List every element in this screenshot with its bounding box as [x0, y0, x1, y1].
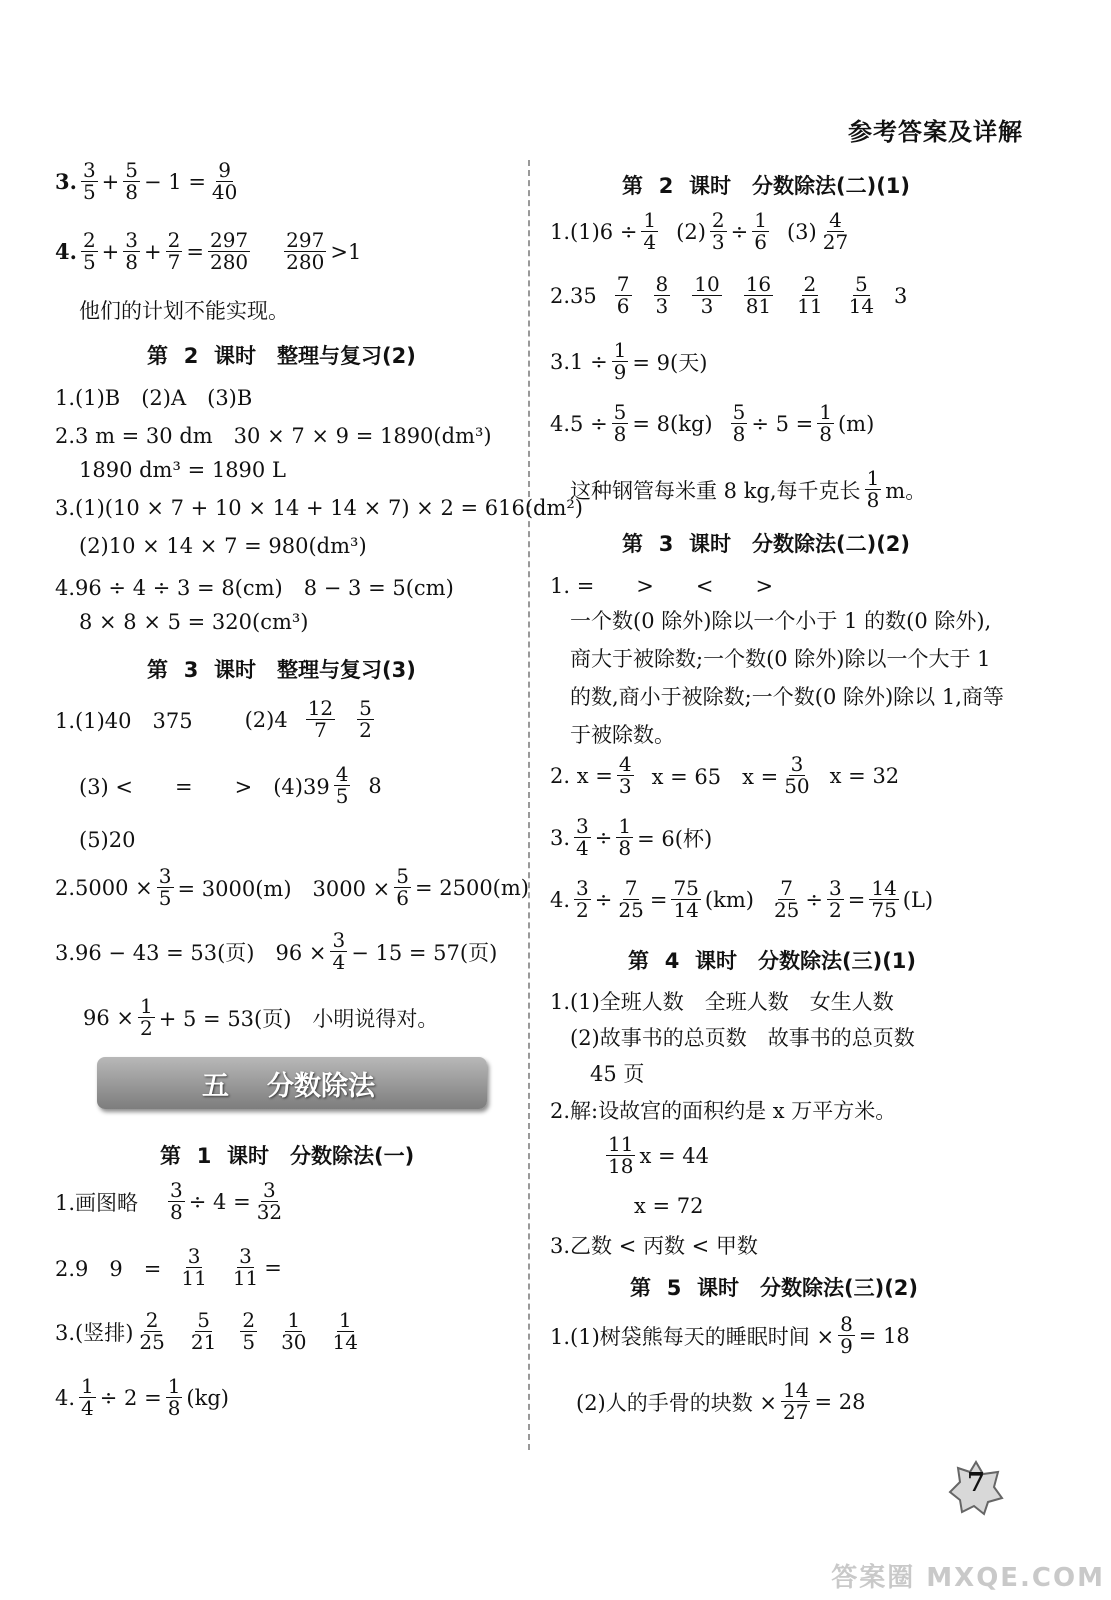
- fraction: 297 280: [286, 228, 325, 274]
- fraction: $\frac{8}{9}$: [840, 1312, 853, 1358]
- fraction: $\frac{2}{7}$: [167, 228, 181, 274]
- answer-line: 3.1 ÷ $\frac{1}{9}$ = 9(天): [550, 338, 708, 384]
- fraction: $\frac{14}{27}$: [783, 1378, 809, 1424]
- operator: >1: [330, 239, 362, 264]
- fraction: $\frac{5}{8}$: [613, 400, 627, 446]
- answer-line: (2)人的手骨的块数 × $\frac{14}{27}$ = 28: [576, 1378, 866, 1424]
- answer-line: x = 72: [634, 1194, 704, 1218]
- answer-line: 3.96 − 43 = 53(页) 96 × $\frac{3}{4}$ − 15 = 57(页): [55, 928, 498, 974]
- section-title: 第 2 课时 分数除法(二)(1): [622, 174, 911, 198]
- fraction: $\frac{3}{4}$: [576, 814, 589, 860]
- fraction: 3 5: [82, 158, 96, 204]
- operator: +: [101, 239, 120, 264]
- fraction: 2 11: [797, 272, 823, 318]
- fraction: 12 7: [307, 696, 334, 742]
- section-title: 第 1 课时 分数除法(一): [160, 1144, 415, 1168]
- fraction: 2 25: [139, 1308, 165, 1354]
- fraction: 2 5: [242, 1308, 256, 1354]
- fraction: $\frac{1}{6}$: [754, 208, 767, 254]
- answer-line: 3.(1)(10 × 7 + 10 × 14 + 14 × 7) × 2 = 616(dm²): [55, 496, 584, 520]
- fraction: 2 5: [82, 228, 96, 274]
- conclusion-text: 他们的计划不能实现。: [79, 299, 289, 323]
- answer-line: 2.解:设故宫的面积约是 x 万平方米。: [550, 1099, 897, 1123]
- fraction: $\frac{3}{11}$: [232, 1244, 259, 1290]
- fraction: 1 14: [332, 1308, 358, 1354]
- fraction: $\frac{3}{2}$: [576, 876, 589, 922]
- watermark: 答案圈 MXQE.COM: [831, 1563, 1105, 1593]
- answer-line: 8 × 8 × 5 = 320(cm³): [79, 610, 309, 634]
- fraction: 10 3: [694, 272, 720, 318]
- fraction: $\frac{5}{8}$: [732, 400, 746, 446]
- fraction: $\frac{1}{4}$: [643, 208, 657, 254]
- answer-line: 3.(竖排) 2 25 5 21 2 5 1 30 1 14: [55, 1308, 358, 1354]
- section-title: 第 3 课时 整理与复习(3): [147, 658, 416, 682]
- fraction: 5 21: [190, 1308, 217, 1354]
- answer-3-line: [55, 160, 243, 203]
- chapter-number: 五: [202, 1070, 229, 1102]
- fraction: $\frac{3}{8}$: [170, 1178, 183, 1224]
- answer-number: 3.: [55, 169, 77, 194]
- page-number-badge: [948, 1460, 1004, 1516]
- answer-line: 1.(1)树袋熊每天的睡眠时间 × $\frac{8}{9}$ = 18: [550, 1312, 910, 1358]
- answer-line: 2. x = $\frac{4}{3}$ x = 65 x = $\frac{3}{50}$ x = 32: [550, 752, 900, 798]
- answer-4-line: [55, 230, 361, 273]
- fraction: 3 11: [181, 1244, 207, 1290]
- fraction: $\frac{5}{6}$: [396, 864, 409, 910]
- answer-line: 这种钢管每米重 8 kg,每千克长 1 8 m。: [570, 466, 927, 512]
- answer-line: 1.(1)6 ÷ $\frac{1}{4}$ (2) $\frac{2}{3}$ ÷ $\frac{1}{6}$ (3) 4 27: [550, 208, 849, 254]
- answer-line: 2.9 9 = 3 11 $\frac{3}{11}$ =: [55, 1244, 282, 1290]
- answer-line: 4.96 ÷ 4 ÷ 3 = 8(cm) 8 − 3 = 5(cm): [55, 576, 454, 600]
- section-title: 第 2 课时 整理与复习(2): [147, 344, 416, 368]
- fraction: $\frac{1}{8}$: [618, 814, 632, 860]
- answer-line: (5)20: [79, 828, 136, 852]
- answer-line: 3.乙数 < 丙数 < 甲数: [550, 1234, 758, 1258]
- fraction: $\frac{7}{25}$: [618, 876, 644, 922]
- column-divider: [528, 160, 530, 1450]
- answer-line: 1. = > < >: [550, 574, 774, 598]
- fraction: $\frac{2}{3}$: [711, 208, 725, 254]
- answer-line: 11 18 x = 44: [608, 1132, 709, 1178]
- fraction: 1 30: [281, 1308, 307, 1354]
- fraction: $\frac{3}{2}$: [829, 876, 842, 922]
- section-title: 第 3 课时 分数除法(二)(2): [622, 532, 911, 556]
- section-title: 第 4 课时 分数除法(三)(1): [628, 949, 917, 973]
- fraction: 5 14: [848, 272, 875, 318]
- fraction: 16 81: [745, 272, 772, 318]
- answer-line: (2)故事书的总页数 故事书的总页数: [570, 1026, 915, 1050]
- operator: +: [101, 169, 120, 194]
- fraction: $\frac{3}{5}$: [158, 864, 172, 910]
- answer-line: (2)10 × 14 × 7 = 980(dm³): [79, 534, 367, 558]
- fraction: $\frac{3}{50}$: [784, 752, 810, 798]
- answer-line: 1.(1)全班人数 全班人数 女生人数: [550, 990, 894, 1014]
- fraction: $\frac{1}{4}$: [81, 1374, 94, 1420]
- answer-line: 2.5000 × $\frac{3}{5}$ = 3000(m) 3000 × $\frac{5}{6}$ = 2500(m): [55, 864, 529, 910]
- fraction: $\frac{4}{3}$: [618, 752, 632, 798]
- answer-line: 45 页: [590, 1062, 645, 1086]
- operator: +: [144, 239, 162, 264]
- answer-line: 1.画图略 $\frac{3}{8}$ ÷ 4 = $\frac{3}{32}$: [55, 1178, 283, 1224]
- answer-paragraph: 一个数(0 除外)除以一个小于 1 的数(0 除外),商大于被除数;一个数(0 除外)除以一个大于 1 的数,商小于被除数;一个数(0 除外)除以 1,商等于被除数。: [570, 609, 1004, 747]
- fraction: $\frac{5}{8}$: [125, 158, 139, 204]
- answer-line: 96 × $\frac{1}{2}$ + 5 = 53(页) 小明说得对。: [83, 994, 439, 1040]
- fraction: $\frac{75}{14}$: [673, 876, 699, 922]
- answer-line: 2.35 7 6 8 3 10 3 16 81 2 11 5 14 3: [550, 272, 908, 318]
- fraction: $\frac{3}{8}$: [125, 228, 139, 274]
- answer-line: 4. $\frac{3}{2}$ ÷ $\frac{7}{25}$ = $\frac{75}{14}$ (km) $\frac{7}{25}$ ÷ $\frac{3}{2}$ = $\frac{14}{75}$ (L): [550, 876, 934, 922]
- fraction: $\frac{3}{4}$: [332, 928, 346, 974]
- fraction: $\frac{14}{75}$: [871, 876, 897, 922]
- page-header: 参考答案及详解: [848, 118, 1023, 146]
- fraction: 11 18: [608, 1132, 634, 1178]
- fraction: $\frac{1}{8}$: [167, 1374, 181, 1420]
- fraction: $\frac{1}{8}$: [819, 400, 832, 446]
- fraction: $\frac{1}{9}$: [613, 338, 627, 384]
- fraction: $\frac{297}{280}$: [209, 228, 249, 274]
- answer-line: 4.5 ÷ $\frac{5}{8}$ = 8(kg) $\frac{5}{8}$ ÷ 5 = $\frac{1}{8}$ (m): [550, 400, 875, 446]
- fraction: 1 8: [866, 466, 880, 512]
- answer-line: 4. $\frac{1}{4}$ ÷ 2 = $\frac{1}{8}$ (kg): [55, 1374, 229, 1420]
- answer-line: 1890 dm³ = 1890 L: [79, 458, 286, 482]
- answer-line: (3) < = > (4)39 4 5 8: [79, 762, 382, 808]
- fraction: $\frac{1}{2}$: [140, 994, 153, 1040]
- section-title: 第 5 课时 分数除法(三)(2): [630, 1276, 919, 1300]
- answer-line: 2.3 m = 30 dm 30 × 7 × 9 = 1890(dm³): [55, 424, 492, 448]
- fraction: 5 2: [359, 696, 372, 742]
- fraction: 8 3: [655, 272, 669, 318]
- operator: − 1 =: [144, 169, 206, 194]
- answer-line: 1.(1)B (2)A (3)B: [55, 386, 253, 410]
- answer-line: 3. $\frac{3}{4}$ ÷ $\frac{1}{8}$ = 6(杯): [550, 814, 713, 860]
- answer-line: 1.(1)40 375 (2)4 12 7 5 2: [55, 696, 372, 742]
- fraction: 7 6: [616, 272, 630, 318]
- answer-number: 4.: [55, 239, 77, 264]
- fraction: $\frac{7}{25}$: [773, 876, 800, 922]
- fraction: $\frac{9}{40}$: [211, 158, 238, 204]
- chapter-title: 分数除法: [267, 1070, 375, 1102]
- fraction: 4 27: [822, 208, 849, 254]
- fraction: 4 5: [335, 762, 349, 808]
- fraction: $\frac{3}{32}$: [256, 1178, 283, 1224]
- chapter-banner: [97, 1057, 487, 1109]
- operator: =: [186, 239, 204, 264]
- page-number: 7: [966, 1468, 986, 1498]
